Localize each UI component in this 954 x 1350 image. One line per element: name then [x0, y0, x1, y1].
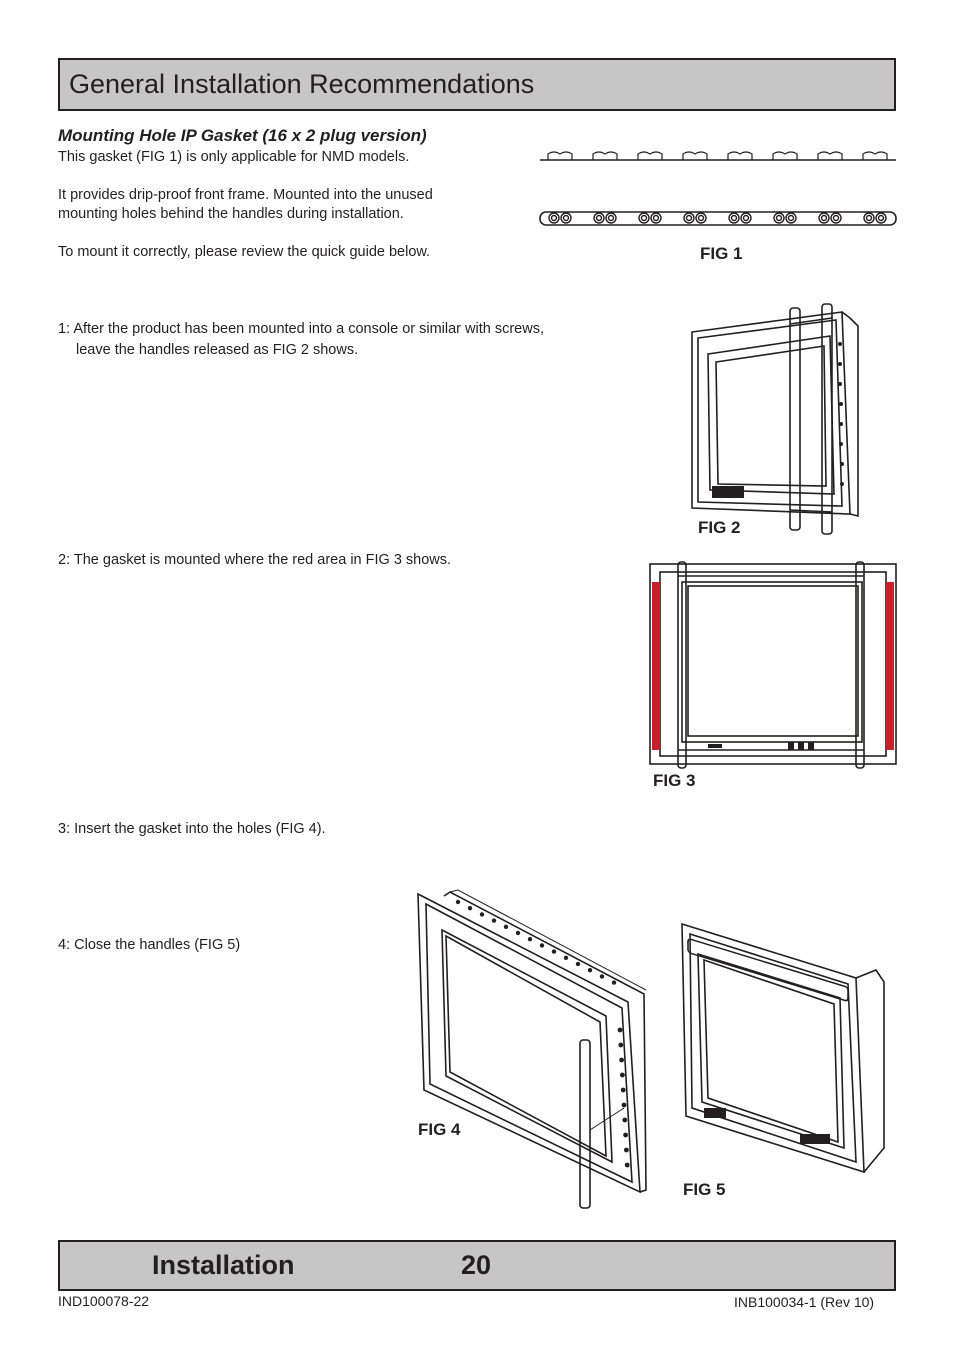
- mounting-hole: [623, 1133, 628, 1138]
- gasket-plug-ring: [741, 213, 751, 223]
- gasket-plug-ring: [606, 213, 616, 223]
- gasket-plug-ring: [651, 213, 661, 223]
- gasket-plug-ring: [786, 213, 796, 223]
- gasket-plug-side: [863, 152, 887, 160]
- mounting-hole: [621, 1088, 626, 1093]
- gasket-plug-side: [683, 152, 707, 160]
- mounting-hole: [622, 1118, 627, 1123]
- gasket-plug-ring: [774, 213, 784, 223]
- fig4-label: FIG 4: [418, 1120, 461, 1139]
- gasket-plug-ring-inner: [609, 216, 614, 221]
- fig5-label: FIG 5: [683, 1180, 726, 1199]
- page-number: 20: [461, 1250, 492, 1280]
- gasket-plug-side: [728, 152, 752, 160]
- step1-text-a: 1: After the product has been mounted into a console or similar with screws,: [58, 321, 544, 337]
- footer-bar: [58, 1240, 896, 1291]
- mounting-hole: [622, 1103, 627, 1108]
- gasket-plug-side: [638, 152, 662, 160]
- mounting-hole: [625, 1163, 630, 1168]
- gasket-plug-ring-inner: [732, 216, 737, 221]
- fig3-gasket-area-left: [652, 582, 660, 750]
- mounting-hole: [528, 937, 532, 941]
- intro-text-2b: mounting holes behind the handles during installation.: [58, 206, 404, 222]
- fig1-label: FIG 1: [700, 244, 743, 263]
- fig3-gasket-area-right: [886, 582, 894, 750]
- fig2-monitor-drawing: [690, 304, 865, 536]
- intro-text-3: To mount it correctly, please review the quick guide below.: [58, 244, 431, 260]
- fig5-monitor-drawing: [680, 922, 885, 1176]
- gasket-plug-ring-inner: [879, 216, 884, 221]
- step4-text: 4: Close the handles (FIG 5): [58, 937, 241, 953]
- fig3-monitor-drawing: [648, 560, 898, 770]
- mounting-hole: [612, 980, 616, 984]
- gasket-plug-ring-inner: [597, 216, 602, 221]
- gasket-plug-ring-inner: [822, 216, 827, 221]
- intro-text-2a: It provides drip-proof front frame. Mounted into the unused: [58, 187, 433, 203]
- mounting-hole: [552, 949, 556, 953]
- gasket-plug-ring: [594, 213, 604, 223]
- mounting-hole: [504, 925, 508, 929]
- mounting-hole: [468, 906, 472, 910]
- gasket-plug-ring: [696, 213, 706, 223]
- gasket-plug-ring-inner: [744, 216, 749, 221]
- gasket-plug-ring-inner: [687, 216, 692, 221]
- mounting-hole: [456, 900, 460, 904]
- fig4-monitor-drawing: [414, 890, 646, 1212]
- gasket-plug-ring: [729, 213, 739, 223]
- mounting-hole: [540, 943, 544, 947]
- mounting-hole: [516, 931, 520, 935]
- gasket-plug-ring: [561, 213, 571, 223]
- mounting-hole: [618, 1028, 623, 1033]
- step1-text-b: leave the handles released as FIG 2 shows.: [76, 342, 359, 358]
- doc-code-left: IND100078-22: [58, 1293, 150, 1309]
- step3-text: 3: Insert the gasket into the holes (FIG 4).: [58, 821, 326, 837]
- gasket-plug-side: [548, 152, 572, 160]
- fig3-label: FIG 3: [653, 771, 696, 790]
- doc-code-right: INB100034-1 (Rev 10): [734, 1294, 875, 1310]
- gasket-plug-ring: [876, 213, 886, 223]
- mounting-hole: [564, 956, 568, 960]
- gasket-plug-ring-inner: [789, 216, 794, 221]
- gasket-plug-ring: [831, 213, 841, 223]
- fig2-label: FIG 2: [698, 518, 741, 537]
- gasket-plug-ring-inner: [834, 216, 839, 221]
- gasket-plug-ring-inner: [564, 216, 569, 221]
- gasket-plug-ring-inner: [654, 216, 659, 221]
- gasket-plug-side: [818, 152, 842, 160]
- gasket-plug-ring-inner: [642, 216, 647, 221]
- step2-text: 2: The gasket is mounted where the red area in FIG 3 shows.: [58, 552, 452, 568]
- mounting-hole: [576, 962, 580, 966]
- gasket-plug-ring-inner: [699, 216, 704, 221]
- section-subtitle: Mounting Hole IP Gasket (16 x 2 plug version): [58, 126, 427, 145]
- mounting-hole: [600, 974, 604, 978]
- gasket-plug-ring: [819, 213, 829, 223]
- mounting-hole: [619, 1058, 624, 1063]
- footer-section-title: Installation: [152, 1250, 295, 1280]
- gasket-plug-ring: [639, 213, 649, 223]
- gasket-plug-ring: [549, 213, 559, 223]
- gasket-plug-side: [593, 152, 617, 160]
- gasket-plug-side: [773, 152, 797, 160]
- gasket-plug-ring: [864, 213, 874, 223]
- mounting-hole: [588, 968, 592, 972]
- gasket-plug-ring-inner: [777, 216, 782, 221]
- mounting-hole: [620, 1073, 625, 1078]
- mounting-hole: [492, 918, 496, 922]
- gasket-plug-ring-inner: [552, 216, 557, 221]
- mounting-hole: [618, 1043, 623, 1048]
- fig1-gasket-drawing: [538, 148, 898, 230]
- intro-text-1: This gasket (FIG 1) is only applicable for NMD models.: [58, 149, 410, 165]
- page-title: General Installation Recommendations: [69, 69, 535, 99]
- gasket-plug-ring: [684, 213, 694, 223]
- gasket-plug-ring-inner: [867, 216, 872, 221]
- mounting-hole: [624, 1148, 629, 1153]
- mounting-hole: [480, 912, 484, 916]
- header-bar: [58, 58, 896, 111]
